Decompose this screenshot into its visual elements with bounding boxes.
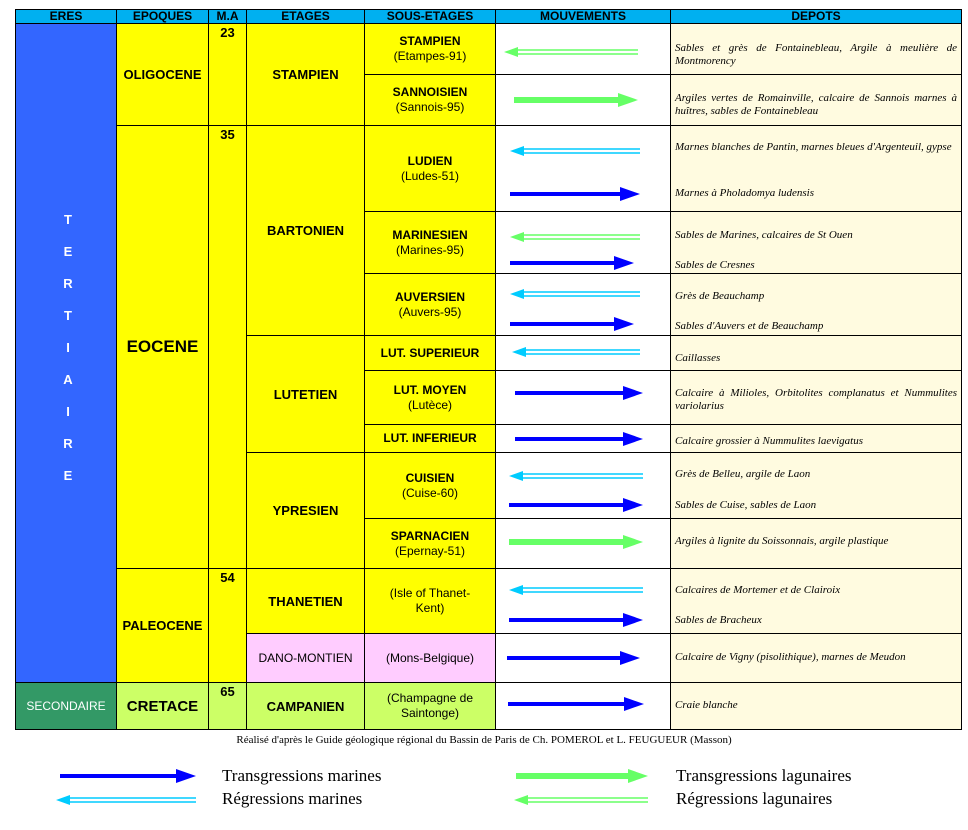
- legend-lag-transgression-arrow: [516, 769, 648, 783]
- epoque-cretace: CRETACE: [116, 682, 209, 730]
- etage-lutetien: LUTETIEN: [246, 335, 365, 453]
- header-etages: ETAGES: [246, 9, 365, 24]
- depot-text: Sables de Marines, calcaires de St Ouen: [675, 229, 853, 241]
- mar-regression-arrow: [509, 471, 643, 481]
- mar-regression-arrow: [510, 146, 640, 156]
- header-depots: DEPOTS: [670, 9, 962, 24]
- depot-text: Sables et grès de Fontainebleau, Argile à meulière de Montmorency: [675, 42, 957, 67]
- depot-text: Calcaire à Milioles, Orbitolites complanatus et Nummulites variolarius: [675, 387, 957, 412]
- lag-transgression-arrow: [509, 535, 643, 549]
- legend-mar-transgression-label: Transgressions marines: [222, 766, 382, 785]
- etage-thanetien: THANETIEN: [246, 568, 365, 634]
- mar-regression-arrow: [510, 289, 640, 299]
- epoque-eocene: EOCENE: [116, 125, 209, 569]
- sous-etage-town: (Mons-Belgique): [385, 650, 475, 665]
- sous-etage-town: (Sannois-95): [395, 100, 465, 114]
- sous-etage-name: SPARNACIEN: [390, 528, 470, 543]
- mar-transgression-arrow: [515, 386, 643, 400]
- legend-mar-regression-arrow: [56, 795, 196, 805]
- era-tertiaire-letter: I: [66, 404, 70, 419]
- sous-etage-town: (Epernay-51): [394, 543, 465, 558]
- mar-regression-arrow: [509, 585, 643, 595]
- legend-mar-regression-label: Régressions marines: [222, 789, 363, 808]
- header-mouvements: MOUVEMENTS: [495, 9, 671, 24]
- sous-etage-name: LUT. MOYEN: [393, 382, 467, 397]
- header-eres: ERES: [15, 9, 117, 24]
- sous-etage-name: LUT. SUPERIEUR: [380, 345, 480, 360]
- etage-stampien: STAMPIEN: [246, 23, 365, 126]
- sous-etage-name: STAMPIEN: [399, 34, 461, 48]
- sous-etage-town: (Marines-95): [395, 242, 464, 257]
- depot-text: Craie blanche: [675, 699, 738, 711]
- credit-line: Réalisé d'après le Guide géologique régional du Bassin de Paris de Ch. POMEROL et L. FEUGUEUR (Masson): [236, 734, 732, 746]
- header-ma: M.A: [208, 9, 247, 24]
- era-tertiaire-letter: I: [66, 340, 70, 355]
- lag-regression-arrow: [510, 232, 640, 242]
- etage-bartonien: BARTONIEN: [246, 125, 365, 336]
- sous-etage-town: (Cuise-60): [401, 485, 458, 500]
- mar-transgression-arrow: [515, 432, 643, 446]
- mar-transgression-arrow: [509, 498, 643, 512]
- era-tertiaire-letter: T: [64, 212, 72, 227]
- lag-transgression-arrow: [514, 93, 638, 107]
- depot-text: Argiles vertes de Romainville, calcaire de Sannois marnes à huîtres, sables de Fontainebleau: [675, 92, 957, 117]
- depot-text: Grès de Belleu, argile de Laon: [675, 468, 811, 480]
- legend-lag-regression-label: Régressions lagunaires: [676, 789, 833, 808]
- sous-etage-town: (Lutèce): [407, 397, 452, 412]
- epoque-oligocene: OLIGOCENE: [116, 23, 209, 126]
- sous-etage-name: LUT. INFERIEUR: [383, 431, 477, 445]
- etage-dano-montien: DANO-MONTIEN: [246, 633, 365, 683]
- ma-value: 65: [208, 682, 247, 730]
- depot-text: Argiles à lignite du Soissonnais, argile plastique: [675, 535, 889, 547]
- era-secondaire: SECONDAIRE: [15, 682, 117, 730]
- sous-etage-town: (Champagne de Saintonge): [386, 691, 474, 720]
- sous-etage-town: (Isle of Thanet-Kent): [389, 586, 471, 615]
- sous-etage-name: MARINESIEN: [392, 227, 468, 242]
- depot-text: Sables de Cresnes: [675, 259, 755, 271]
- etage-campanien: CAMPANIEN: [246, 682, 365, 730]
- mar-transgression-arrow: [508, 697, 644, 711]
- sous-etage-name: AUVERSIEN: [394, 289, 465, 304]
- depot-text: Marnes blanches de Pantin, marnes bleues d'Argenteuil, gypse: [675, 141, 952, 153]
- depot-text: Calcaire de Vigny (pisolithique), marnes de Meudon: [675, 651, 906, 663]
- sous-etage-name: CUISIEN: [405, 470, 455, 485]
- mar-transgression-arrow: [510, 187, 640, 201]
- era-tertiaire-letter: E: [63, 244, 73, 259]
- era-tertiaire-letter: E: [63, 468, 73, 483]
- header-epoques: EPOQUES: [116, 9, 209, 24]
- era-tertiaire-letter: A: [63, 372, 73, 387]
- depot-text: Caillasses: [675, 352, 721, 364]
- epoque-paleocene: PALEOCENE: [116, 568, 209, 683]
- sous-etage-name: LUDIEN: [407, 153, 453, 168]
- ma-value: 35: [208, 125, 247, 569]
- mar-transgression-arrow: [509, 613, 643, 627]
- era-tertiaire-letter: R: [63, 276, 73, 291]
- era-tertiaire-letter: R: [63, 436, 73, 451]
- depot-text: Calcaires de Mortemer et de Clairoix: [675, 584, 841, 596]
- legend-lag-transgression-label: Transgressions lagunaires: [676, 766, 852, 785]
- header-sous-etages: SOUS-ETAGES: [364, 9, 496, 24]
- mar-transgression-arrow: [507, 651, 640, 665]
- depot-text: Grès de Beauchamp: [675, 290, 765, 302]
- mar-transgression-arrow: [510, 256, 634, 270]
- etage-ypresien: YPRESIEN: [246, 452, 365, 569]
- lag-regression-arrow: [504, 47, 638, 57]
- sous-etage-town: (Ludes-51): [400, 168, 460, 183]
- sous-etage-name: SANNOISIEN: [392, 85, 468, 99]
- depot-text: Sables de Cuise, sables de Laon: [675, 499, 817, 511]
- depot-text: Marnes à Pholadomya ludensis: [675, 187, 815, 199]
- depot-text: Sables d'Auvers et de Beauchamp: [675, 320, 824, 332]
- ma-value: 23: [208, 23, 247, 126]
- sous-etage-town: (Auvers-95): [398, 304, 462, 319]
- sous-etage-town: (Etampes-91): [393, 49, 467, 63]
- legend-lag-regression-arrow: [514, 795, 648, 805]
- mar-regression-arrow: [512, 347, 640, 357]
- ma-value: 54: [208, 568, 247, 683]
- mar-transgression-arrow: [510, 317, 634, 331]
- era-tertiaire-letter: T: [64, 308, 72, 323]
- legend-mar-transgression-arrow: [60, 769, 196, 783]
- depot-text: Sables de Bracheux: [675, 614, 762, 626]
- depot-text: Calcaire grossier à Nummulites laevigatus: [675, 435, 864, 447]
